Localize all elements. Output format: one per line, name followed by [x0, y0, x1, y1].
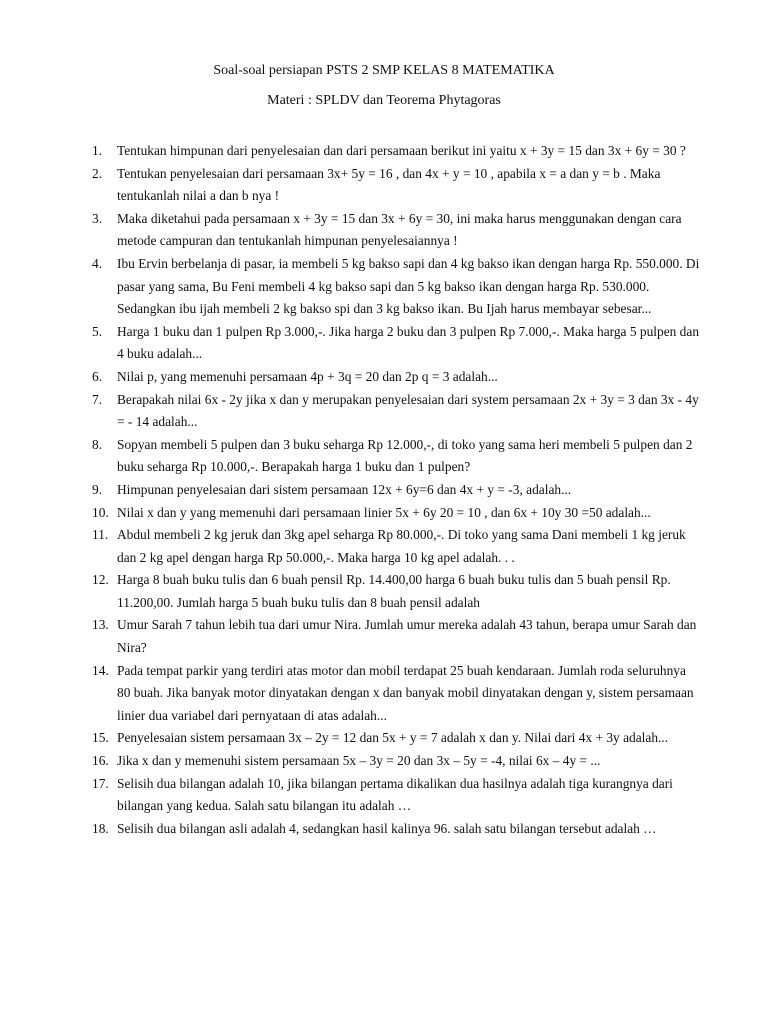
question-text: Nilai p, yang memenuhi persamaan 4p + 3q = 20 dan 2p q = 3 adalah... [117, 368, 498, 384]
question-number: 8. [92, 436, 103, 452]
question-text: Berapakah nilai 6x - 2y jika x dan y merupakan penyelesaian dari system persamaan 2x + 3y = 3 dan 3x - 4y = - 14 adalah... [117, 391, 699, 430]
question-number: 17. [92, 775, 109, 791]
question-text: Tentukan himpunan dari penyelesaian dan dari persamaan berikut ini yaitu x + 3y = 15 dan 3x + 6y = 30 ? [117, 143, 686, 158]
question-item [0, 660, 700, 728]
question-number: 11. [92, 527, 109, 543]
document-subtitle: Materi : SPLDV dan Teorema Phytagoras [267, 93, 501, 108]
question-item [0, 818, 700, 841]
document-title: Soal-soal persiapan PSTS 2 SMP KELAS 8 MATEMATIKA [213, 63, 555, 78]
question-number: 4. [92, 255, 103, 271]
question-item [0, 773, 700, 818]
question-text: Himpunan penyelesaian dari sistem persamaan 12x + 6y=6 dan 4x + y = -3, adalah... [117, 481, 572, 497]
question-number: 3. [92, 210, 103, 226]
question-text: Maka diketahui pada persamaan x + 3y = 15 dan 3x + 6y = 30, ini maka harus menggunakan dengan cara metode campuran dan tentukanlah himpunan penyelesaiannya ! [117, 210, 682, 249]
question-item [0, 208, 700, 253]
question-number: 18. [92, 820, 109, 836]
question-number: 15. [92, 730, 109, 746]
question-text: Sopyan membeli 5 pulpen dan 3 buku seharga Rp 12.000,-, di toko yang sama heri membeli 5 pulpen dan 2 buku seharga Rp 10.000,-. Berapakah harga 1 buku dan 1 pulpen? [117, 436, 693, 475]
question-text: Ibu Ervin berbelanja di pasar, ia membeli 5 kg bakso sapi dan 4 kg bakso ikan dengan harga Rp. 550.000. Di pasar yang sama, Bu Feni membeli 4 kg bakso sapi dan 5 kg bakso ikan dengan harga Rp. 530.000. Sedangkan ibu ijah membeli 2 kg bakso spi dan 3 kg bakso ikan. Bu Ijah harus membayar sebesar... [117, 255, 700, 317]
question-number: 13. [92, 617, 109, 633]
question-item [0, 163, 700, 208]
question-number: 9. [92, 481, 103, 497]
question-text: Umur Sarah 7 tahun lebih tua dari umur Nira. Jumlah umur mereka adalah 43 tahun, berapa umur Sarah dan Nira? [117, 617, 697, 656]
question-text: Harga 1 buku dan 1 pulpen Rp 3.000,-. Jika harga 2 buku dan 3 pulpen Rp 7.000,-. Maka harga 5 pulpen dan 4 buku adalah... [117, 323, 700, 362]
question-item [0, 727, 700, 750]
question-number: 16. [92, 753, 109, 769]
question-number: 12. [92, 572, 109, 588]
question-number: 1. [92, 143, 103, 158]
question-item [0, 479, 700, 502]
question-item [0, 502, 700, 525]
question-text: Harga 8 buah buku tulis dan 6 buah pensil Rp. 14.400,00 harga 6 buah buku tulis dan 5 buah pensil Rp. 11.200,00. Jumlah harga 5 buah buku tulis dan 8 buah pensil adalah [117, 572, 671, 610]
question-item [0, 321, 700, 366]
document-header [0, 58, 768, 114]
question-number: 7. [92, 391, 103, 407]
question-text: Nilai x dan y yang memenuhi dari persamaan linier 5x + 6y 20 = 10 , dan 6x + 10y 30 =50 adalah... [117, 504, 651, 520]
question-number: 6. [92, 368, 103, 384]
question-item [0, 750, 700, 773]
question-text: Abdul membeli 2 kg jeruk dan 3kg apel seharga Rp 80.000,-. Di toko yang sama Dani membeli 1 kg jeruk dan 2 kg apel dengan harga Rp 50.000,-. Maka harga 10 kg apel adalah. . . [117, 527, 686, 565]
question-item [0, 614, 700, 659]
question-text: Selisih dua bilangan asli adalah 4, sedangkan hasil kalinya 96. salah satu bilangan tersebut adalah … [117, 820, 657, 836]
question-item [0, 140, 700, 163]
question-item [0, 389, 700, 434]
question-number: 10. [92, 504, 109, 520]
question-text: Jika x dan y memenuhi sistem persamaan 5x – 3y = 20 dan 3x – 5y = -4, nilai 6x – 4y = ... [117, 753, 601, 769]
question-text: Penyelesaian sistem persamaan 3x – 2y = 12 dan 5x + y = 7 adalah x dan y. Nilai dari 4x + 3y adalah... [117, 730, 669, 746]
question-item [0, 434, 700, 479]
question-text: Pada tempat parkir yang terdiri atas motor dan mobil terdapat 25 buah kendaraan. Jumlah roda seluruhnya 80 buah. Jika banyak motor dinyatakan dengan x dan banyak mobil dinyatakan dengan y, sistem persamaan linier dua variabel dari pernyataan di atas adalah... [117, 662, 694, 723]
question-text: Selisih dua bilangan adalah 10, jika bilangan pertama dikalikan dua hasilnya adalah tiga kurangnya dari bilangan yang kedua. Salah satu bilangan itu adalah … [117, 775, 673, 814]
question-item [0, 366, 700, 389]
question-text: Tentukan penyelesaian dari persamaan 3x+ 5y = 16 , dan 4x + y = 10 , apabila x = a dan y = b . Maka tentukanlah nilai a dan b nya ! [117, 165, 661, 204]
question-item [0, 524, 700, 569]
question-item [0, 569, 700, 614]
question-item [0, 253, 700, 321]
question-number: 5. [92, 323, 103, 339]
question-number: 14. [92, 662, 109, 678]
question-number: 2. [92, 165, 103, 181]
question-list [0, 140, 700, 840]
